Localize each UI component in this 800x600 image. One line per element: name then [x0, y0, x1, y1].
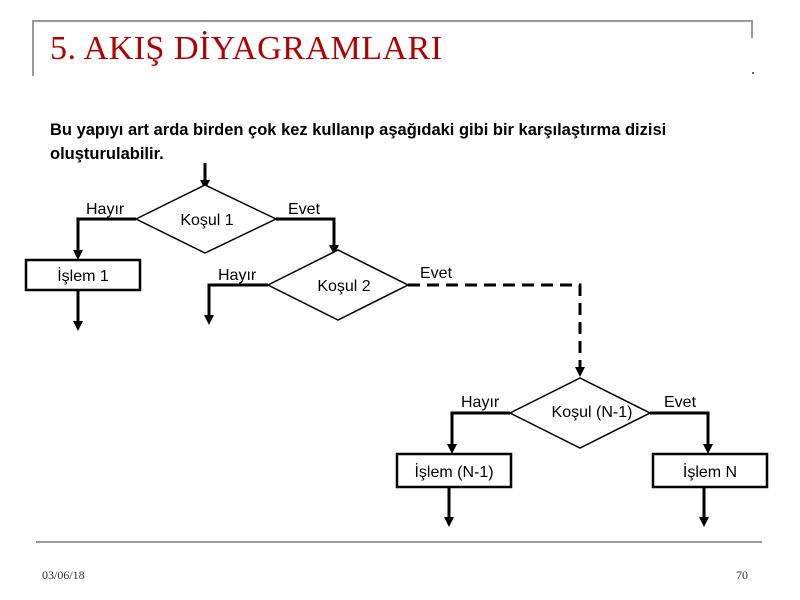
page-number: 70	[736, 568, 748, 582]
condition-n-1-no-label: Hayır	[461, 394, 500, 411]
slide-title: 5. AKIŞ DİYAGRAMLARI	[50, 30, 443, 67]
condition-2-no-branch	[209, 285, 268, 320]
condition-n-1-yes-label: Evet	[664, 394, 697, 411]
condition-2-yes-dashed-branch	[408, 285, 580, 372]
intro-text: Bu yapıyı art arda birden çok kez kullanıp aşağıdaki gibi bir karşılaştırma dizisi oluşturulabilir.	[50, 121, 667, 163]
condition-n-1-no-branch	[452, 413, 510, 449]
condition-2-no-label: Hayır	[218, 267, 257, 284]
condition-2-label: Koşul 2	[317, 278, 371, 295]
condition-1-yes-label: Evet	[288, 201, 321, 218]
condition-2-yes-label: Evet	[420, 265, 453, 282]
bottom-rule	[36, 541, 762, 543]
process-1-label: İşlem 1	[57, 268, 109, 285]
condition-1-label: Koşul 1	[180, 212, 234, 229]
condition-1-no-branch	[78, 219, 136, 255]
footer-date: 03/06/18	[42, 568, 85, 582]
condition-1-no-label: Hayır	[86, 201, 125, 218]
process-n-1-label: İşlem (N-1)	[414, 464, 494, 481]
process-n-label: İşlem N	[682, 464, 738, 481]
condition-n-1-label: Koşul (N-1)	[551, 404, 633, 421]
condition-1-yes-branch	[276, 219, 334, 250]
condition-n-1-yes-branch	[650, 413, 708, 449]
